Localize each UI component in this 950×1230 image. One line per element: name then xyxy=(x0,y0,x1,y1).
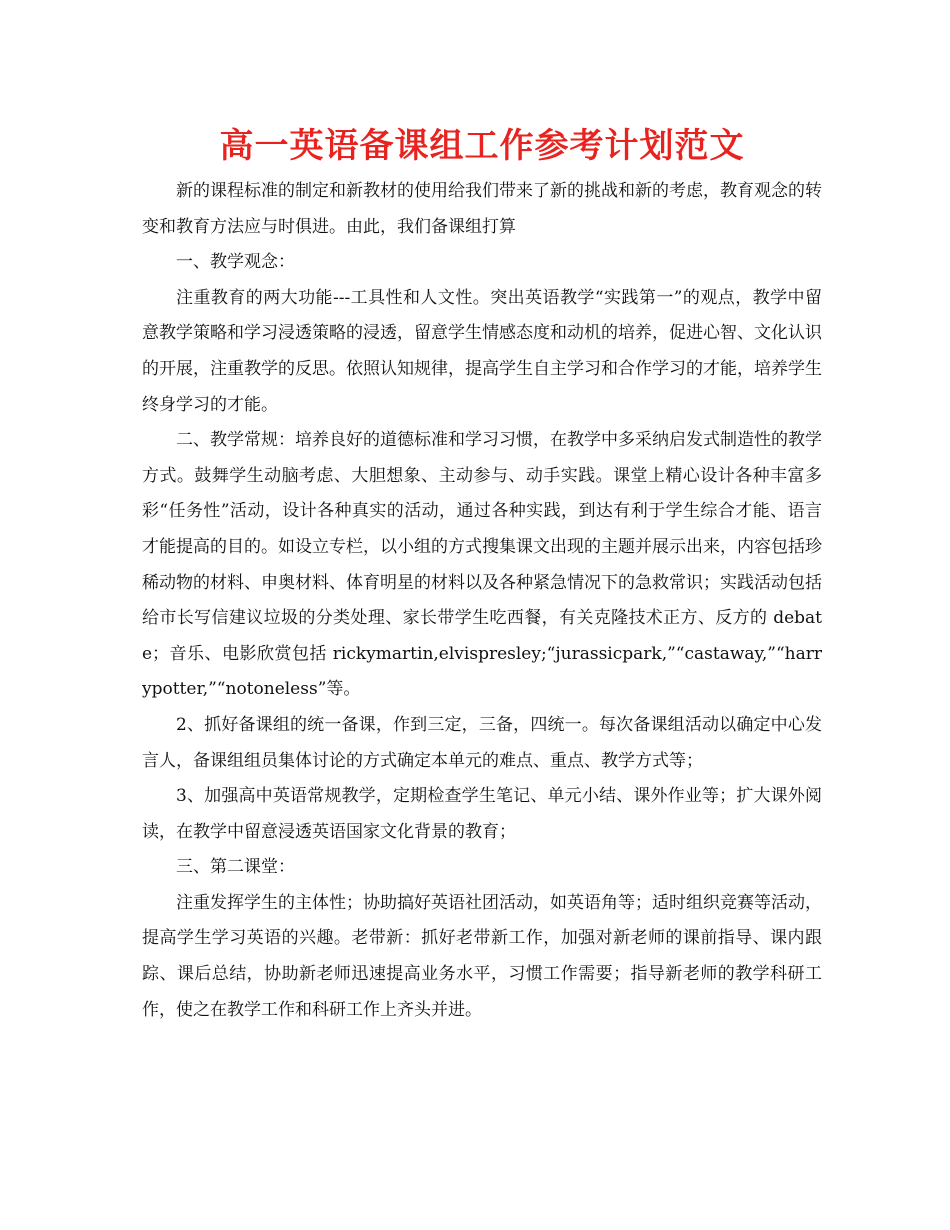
document-page xyxy=(142,118,822,1028)
heading-second-classroom: 三、第二课堂： xyxy=(176,857,295,878)
document-title: 高一英语备课组工作参考计划范文 xyxy=(219,126,745,166)
paragraph-teaching-routine: 二、教学常规：培养良好的道德标准和学习习惯，在教学中多采纳启发式制造性的教学方式。鼓舞学生动脑考虑、大胆想象、主动参与、动手实践。课堂上精心设计各种丰富多彩“任务性”活动，设计各种真实的活动，通过各种实践，到达有利于学生综合才能、语言才能提高的目的。如设立专栏，以小组的方式搜集课文出现的主题并展示出来，内容包括珍稀动物的材料、申奥材料、体育明星的材料以及各种紧急情况下的急救常识；实践活动包括给市长写信建议垃圾的分类处理、家长带学生吃西餐，有关克隆技术正方、反方的 debate；音乐、电影欣赏包括 rickymartin,elvispresley;“jurassicpark,”“castaway,”“harrypotter,”“notoneless”等。 xyxy=(142,430,822,700)
heading-teaching-concept: 一、教学观念： xyxy=(176,252,295,273)
paragraph-teaching-concept: 注重教育的两大功能---工具性和人文性。突出英语教学“实践第一”的观点，教学中留意教学策略和学习浸透策略的浸透，留意学生情感态度和动机的培养，促进心智、文化认识的开展，注重教学的反思。依照认知规律，提高学生自主学习和合作学习的才能，培养学生终身学习的才能。 xyxy=(142,287,822,415)
paragraph-intro: 新的课程标准的制定和新教材的使用给我们带来了新的挑战和新的考虑，教育观念的转变和教育方法应与时俱进。由此，我们备课组打算 xyxy=(142,181,822,237)
paragraph-second-classroom: 注重发挥学生的主体性；协助搞好英语社团活动，如英语角等；适时组织竞赛等活动，提高学生学习英语的兴趣。老带新：抓好老带新工作，加强对新老师的课前指导、课内跟踪、课后总结，协助新老师迅速提高业务水平，习惯工作需要；指导新老师的教学科研工作，使之在教学工作和科研工作上齐头并进。 xyxy=(142,892,822,1020)
paragraph-collective-prep: 2、抓好备课组的统一备课，作到三定，三备，四统一。每次备课组活动以确定中心发言人，备课组组员集体讨论的方式确定本单元的难点、重点、教学方式等； xyxy=(142,714,822,771)
document-body xyxy=(142,174,822,1028)
paragraph-routine-teaching: 3、加强高中英语常规教学，定期检查学生笔记、单元小结、课外作业等；扩大课外阅读，在教学中留意浸透英语国家文化背景的教育； xyxy=(142,786,822,842)
